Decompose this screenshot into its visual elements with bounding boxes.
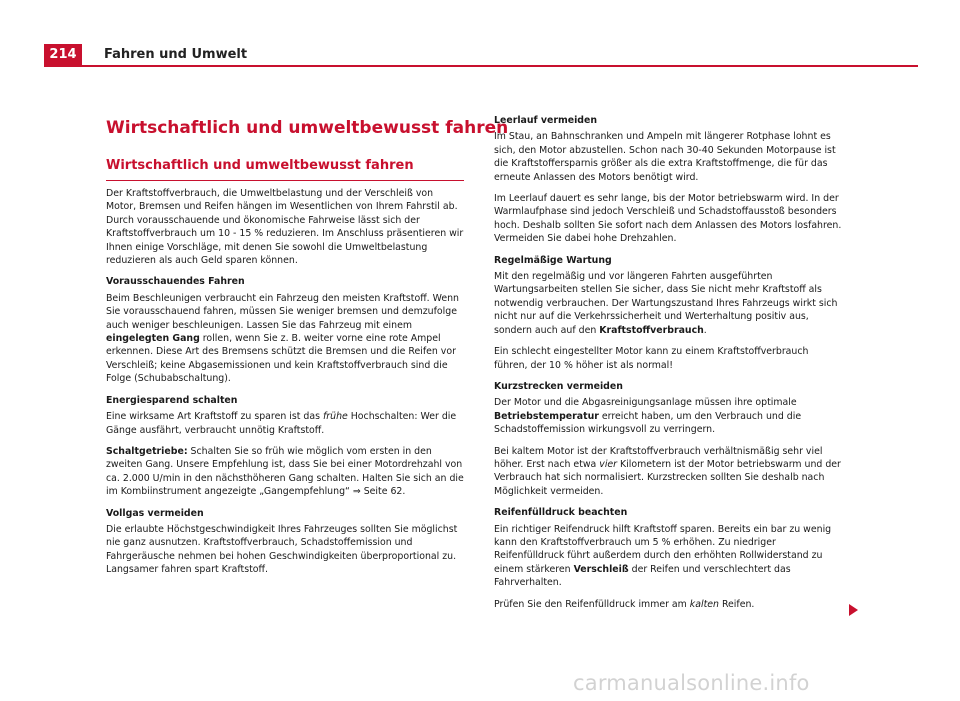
continue-arrow-icon	[849, 604, 858, 616]
paragraph-schalten: Eine wirksame Art Kraftstoff zu sparen ist das frühe Hochschalten: Wer die Gänge ausfährt, verbraucht unnötig Kraftstoff.	[106, 411, 457, 436]
section-title: Fahren und Umwelt	[104, 47, 248, 62]
section-title-vollgas: Vollgas vermeiden	[106, 507, 204, 519]
paragraph-reifenfuelldruck-1: Ein richtiger Reifendruck hilft Kraftstoff sparen. Bereits ein bar zu wenig kann den Kraftstoffverbrauch um 5 % erhöhen. Zu niedriger Reifenfülldruck führt außerdem durch den erhöhten Rollwiderstand zu einem stärkeren Verschleiß der Reifen und verschlechtert das Fahrverhalten.	[494, 523, 832, 589]
section-title-leerlauf: Leerlauf vermeiden	[494, 115, 598, 126]
right-column	[494, 114, 844, 619]
left-column	[106, 187, 466, 585]
paragraph-wartung-1: Mit den regelmäßig und vor längeren Fahrten ausgeführten Wartungsarbeiten stellen Sie sicher, dass Sie nicht mehr Kraftstoff als notwendig verbrauchen. Der Wartungszustand Ihres Fahrzeugs wirkt sich nicht nur auf die Verkehrssicherheit und Werterhaltung positiv aus, sondern auch auf den Kraftstoffverbrauch.	[494, 271, 838, 336]
watermark: carmanualsonline.info	[573, 671, 810, 695]
section-title-kurzstrecken: Kurzstrecken vermeiden	[494, 380, 623, 392]
paragraph-leerlauf-1: Im Stau, an Bahnschranken und Ampeln mit längerer Rotphase lohnt es sich, den Motor abzustellen. Schon nach 30-40 Sekunden Motorpause ist die Kraftstoffersparnis größer als die extra Kraftstoffmenge, die für das erneute Anlassen des Motors benötigt wird.	[494, 131, 836, 183]
intro-paragraph: Der Kraftstoffverbrauch, die Umweltbelastung und der Verschleiß von Motor, Bremsen und Reifen hängen im Wesentlichen von Ihrem Fahrstil ab. Durch vorausschauende und ökonomische Fahrweise lässt sich der Kraftstoffverbrauch um 10 - 15 % reduzieren. Im Anschluss präsentieren wir Ihnen einige Vorschläge, mit denen Sie sowohl die Umweltbelastung reduzieren als auch Geld sparen können.	[106, 188, 464, 267]
paragraph-kurzstrecken-2: Bei kaltem Motor ist der Kraftstoffverbrauch verhältnismäßig sehr viel höher. Erst nach etwa vier Kilometern ist der Motor betriebswarm und der Verbrauch hat sich normalisiert. Kurzstrecken sollten Sie deshalb nach Möglichkeit vermeiden.	[494, 445, 841, 497]
sub-heading: Wirtschaftlich und umweltbewusst fahren	[106, 158, 414, 173]
section-title-wartung: Regelmäßige Wartung	[494, 254, 612, 266]
paragraph-reifenfuelldruck-2: Prüfen Sie den Reifenfülldruck immer am kalten Reifen.	[494, 598, 755, 610]
section-title-reifenfuelldruck: Reifenfülldruck beachten	[494, 507, 628, 519]
paragraph-vorausschauend: Beim Beschleunigen verbraucht ein Fahrzeug den meisten Kraftstoff. Wenn Sie vorausschauend fahren, müssen Sie weniger bremsen und demzufolge auch weniger beschleunigen. Lassen Sie das Fahrzeug mit einem eingelegten Gang rollen, wenn Sie z. B. weiter vorne eine rote Ampel erkennen. Diese Art des Bremsens schützt die Bremsen und die Reifen vor Verschleiß; keine Abgasemissionen und kein Kraftstoffverbrauch sind die Folge (Schubabschaltung).	[106, 292, 459, 385]
paragraph-schaltgetriebe: Schaltgetriebe: Schalten Sie so früh wie möglich vom ersten in den zweiten Gang. Unsere Empfehlung ist, dass Sie bei einer Motordrehzahl von ca. 2.000 U/min in den nächsthöheren Gang schalten. Halten Sie sich an die im Kombiinstrument angezeigte „Gangempfehlung“ ⇒ Seite 62.	[106, 445, 464, 498]
page-number: 214	[49, 47, 77, 62]
paragraph-vollgas: Die erlaubte Höchstgeschwindigkeit Ihres Fahrzeuges sollten Sie möglichst nie ganz ausnutzen. Kraftstoffverbrauch, Schadstoffemission und Fahrgeräusche nehmen bei hohen Geschwindigkeiten überproportional zu. Langsamer fahren spart Kraftstoff.	[106, 523, 458, 576]
subheading-divider	[106, 180, 464, 181]
page-heading: Wirtschaftlich und umweltbewusst fahren	[106, 118, 509, 138]
header-divider	[44, 65, 918, 67]
section-title-schalten: Energiesparend schalten	[106, 394, 238, 406]
section-title-vorausschauend: Vorausschauendes Fahren	[106, 276, 245, 288]
paragraph-kurzstrecken-1: Der Motor und die Abgasreinigungsanlage müssen ihre optimale Betriebstemperatur erreicht haben, um den Verbrauch und die Schadstoffemission wirkungsvoll zu verringern.	[494, 397, 802, 436]
paragraph-wartung-2: Ein schlecht eingestellter Motor kann zu einem Kraftstoffverbrauch führen, der 10 % höher ist als normal!	[494, 346, 809, 371]
paragraph-leerlauf-2: Im Leerlauf dauert es sehr lange, bis der Motor betriebswarm wird. In der Warmlaufphase sind jedoch Verschleiß und Schadstoffausstoß besonders hoch. Deshalb sollten Sie sofort nach dem Anlassen des Motors losfahren. Vermeiden Sie dabei hohe Drehzahlen.	[494, 193, 842, 245]
